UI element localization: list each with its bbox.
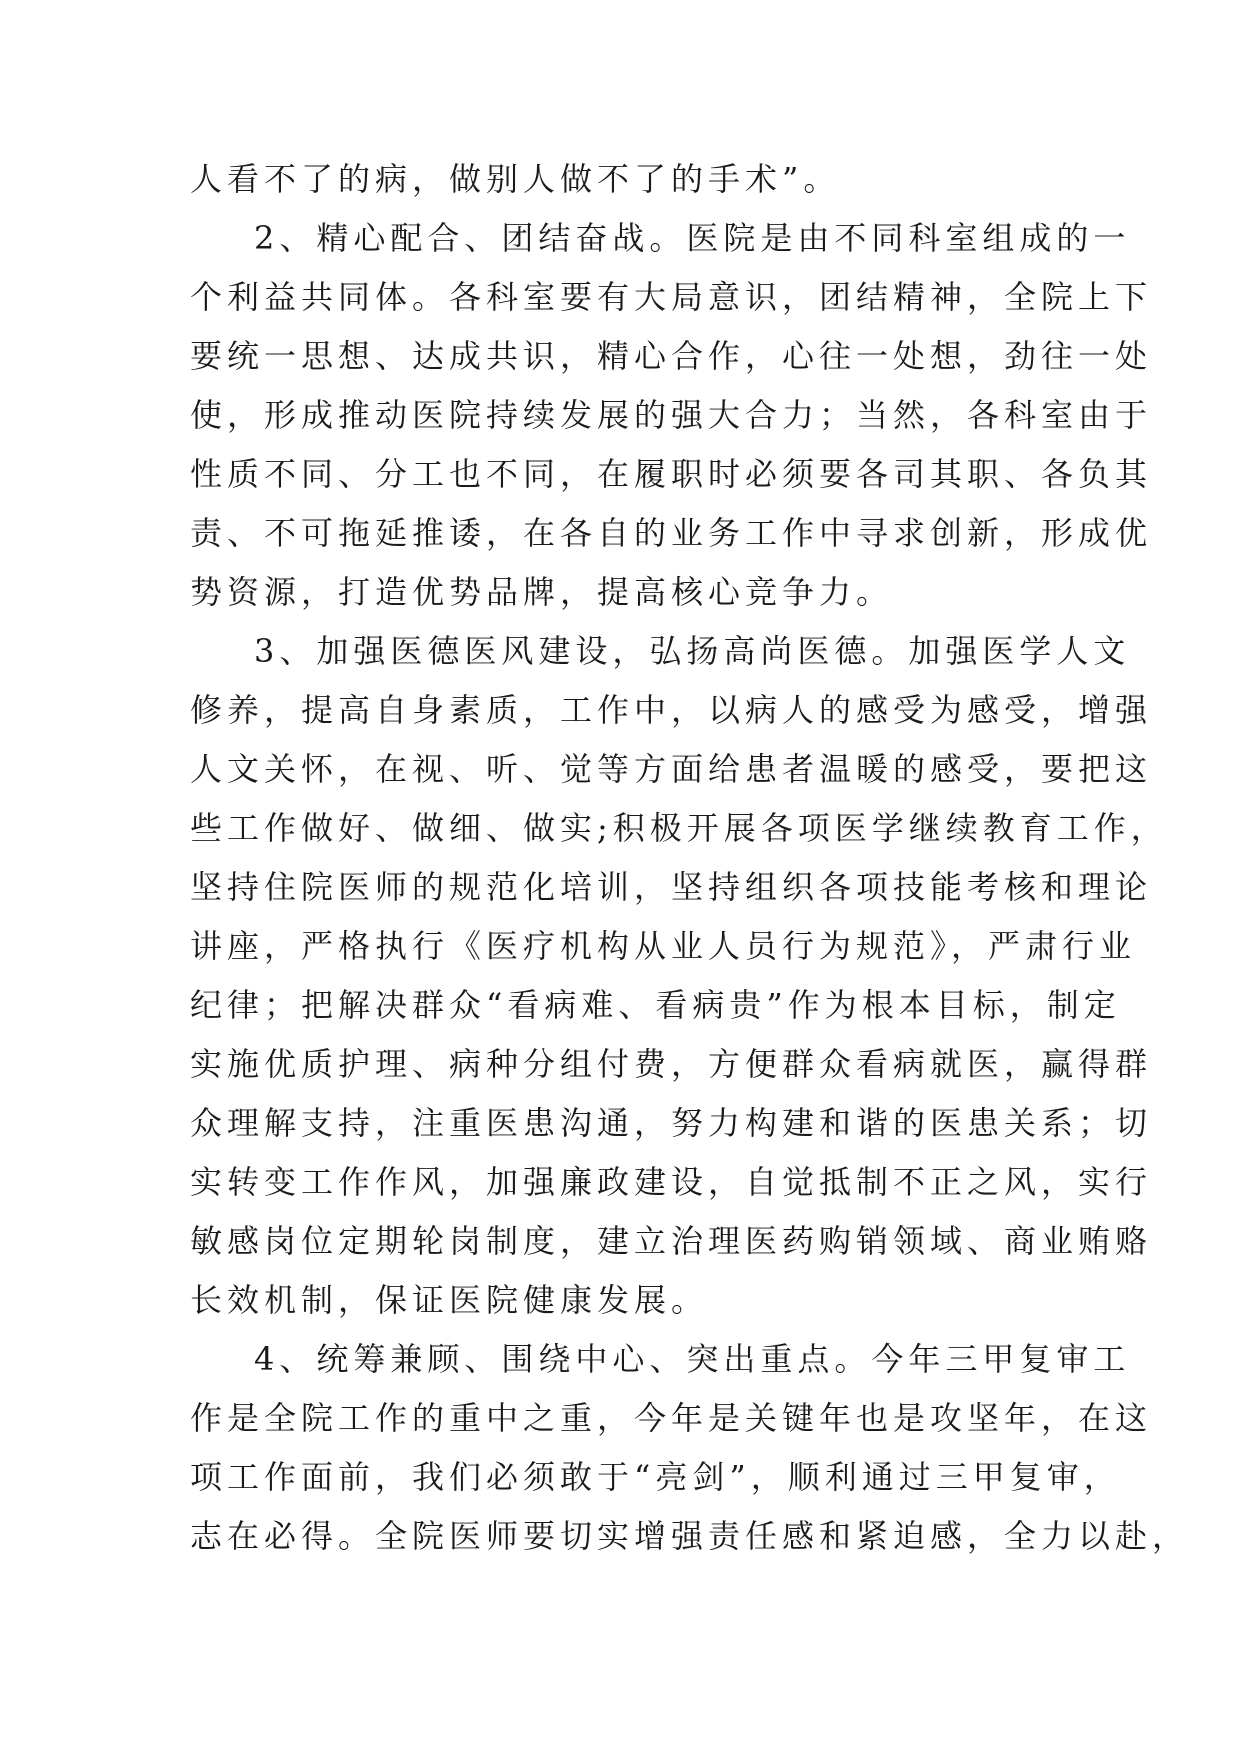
text-line: 坚持住院医师的规范化培训，坚持组织各项技能考核和理论 <box>190 868 1153 906</box>
text-line: 责、不可拖延推诿，在各自的业务工作中寻求创新，形成优 <box>190 514 1153 552</box>
text-line: 性质不同、分工也不同，在履职时必须要各司其职、各负其 <box>190 455 1153 493</box>
text-line: 人文关怀，在视、听、觉等方面给患者温暖的感受，要把这 <box>190 750 1153 788</box>
text-line: 要统一思想、达成共识，精心合作，心往一处想，劲往一处 <box>190 337 1153 375</box>
text-line: 使，形成推动医院持续发展的强大合力；当然，各科室由于 <box>190 396 1153 434</box>
text-line: 众理解支持，注重医患沟通，努力构建和谐的医患关系；切 <box>190 1104 1153 1142</box>
text-line: 人看不了的病，做别人做不了的手术”。 <box>190 160 841 198</box>
text-line: 项工作面前，我们必须敢于“亮剑”，顺利通过三甲复审， <box>190 1458 1121 1496</box>
text-line: 些工作做好、做细、做实;积极开展各项医学继续教育工作， <box>190 809 1168 847</box>
paragraph-start-line: 2、精心配合、团结奋战。医院是由不同科室组成的一 <box>254 219 1131 257</box>
text-line: 实施优质护理、病种分组付费，方便群众看病就医，赢得群 <box>190 1045 1153 1083</box>
document-body <box>190 150 1190 1566</box>
text-line: 长效机制，保证医院健康发展。 <box>190 1281 709 1319</box>
text-line: 个利益共同体。各科室要有大局意识，团结精神，全院上下 <box>190 278 1153 316</box>
text-line: 志在必得。全院医师要切实增强责任感和紧迫感，全力以赴， <box>190 1517 1190 1555</box>
text-line: 修养，提高自身素质，工作中，以病人的感受为感受，增强 <box>190 691 1153 729</box>
text-line: 讲座，严格执行《医疗机构从业人员行为规范》，严肃行业 <box>190 927 1137 965</box>
text-line: 纪律；把解决群众“看病难、看病贵”作为根本目标，制定 <box>190 986 1121 1024</box>
text-line: 作是全院工作的重中之重，今年是关键年也是攻坚年，在这 <box>190 1399 1153 1437</box>
paragraph-start-line: 3、加强医德医风建设，弘扬高尚医德。加强医学人文 <box>254 632 1131 670</box>
text-line: 势资源，打造优势品牌，提高核心竞争力。 <box>190 573 894 611</box>
text-line: 敏感岗位定期轮岗制度，建立治理医药购销领域、商业贿赂 <box>190 1222 1153 1260</box>
paragraph-start-line: 4、统筹兼顾、围绕中心、突出重点。今年三甲复审工 <box>254 1340 1131 1378</box>
text-line: 实转变工作作风，加强廉政建设，自觉抵制不正之风，实行 <box>190 1163 1153 1201</box>
